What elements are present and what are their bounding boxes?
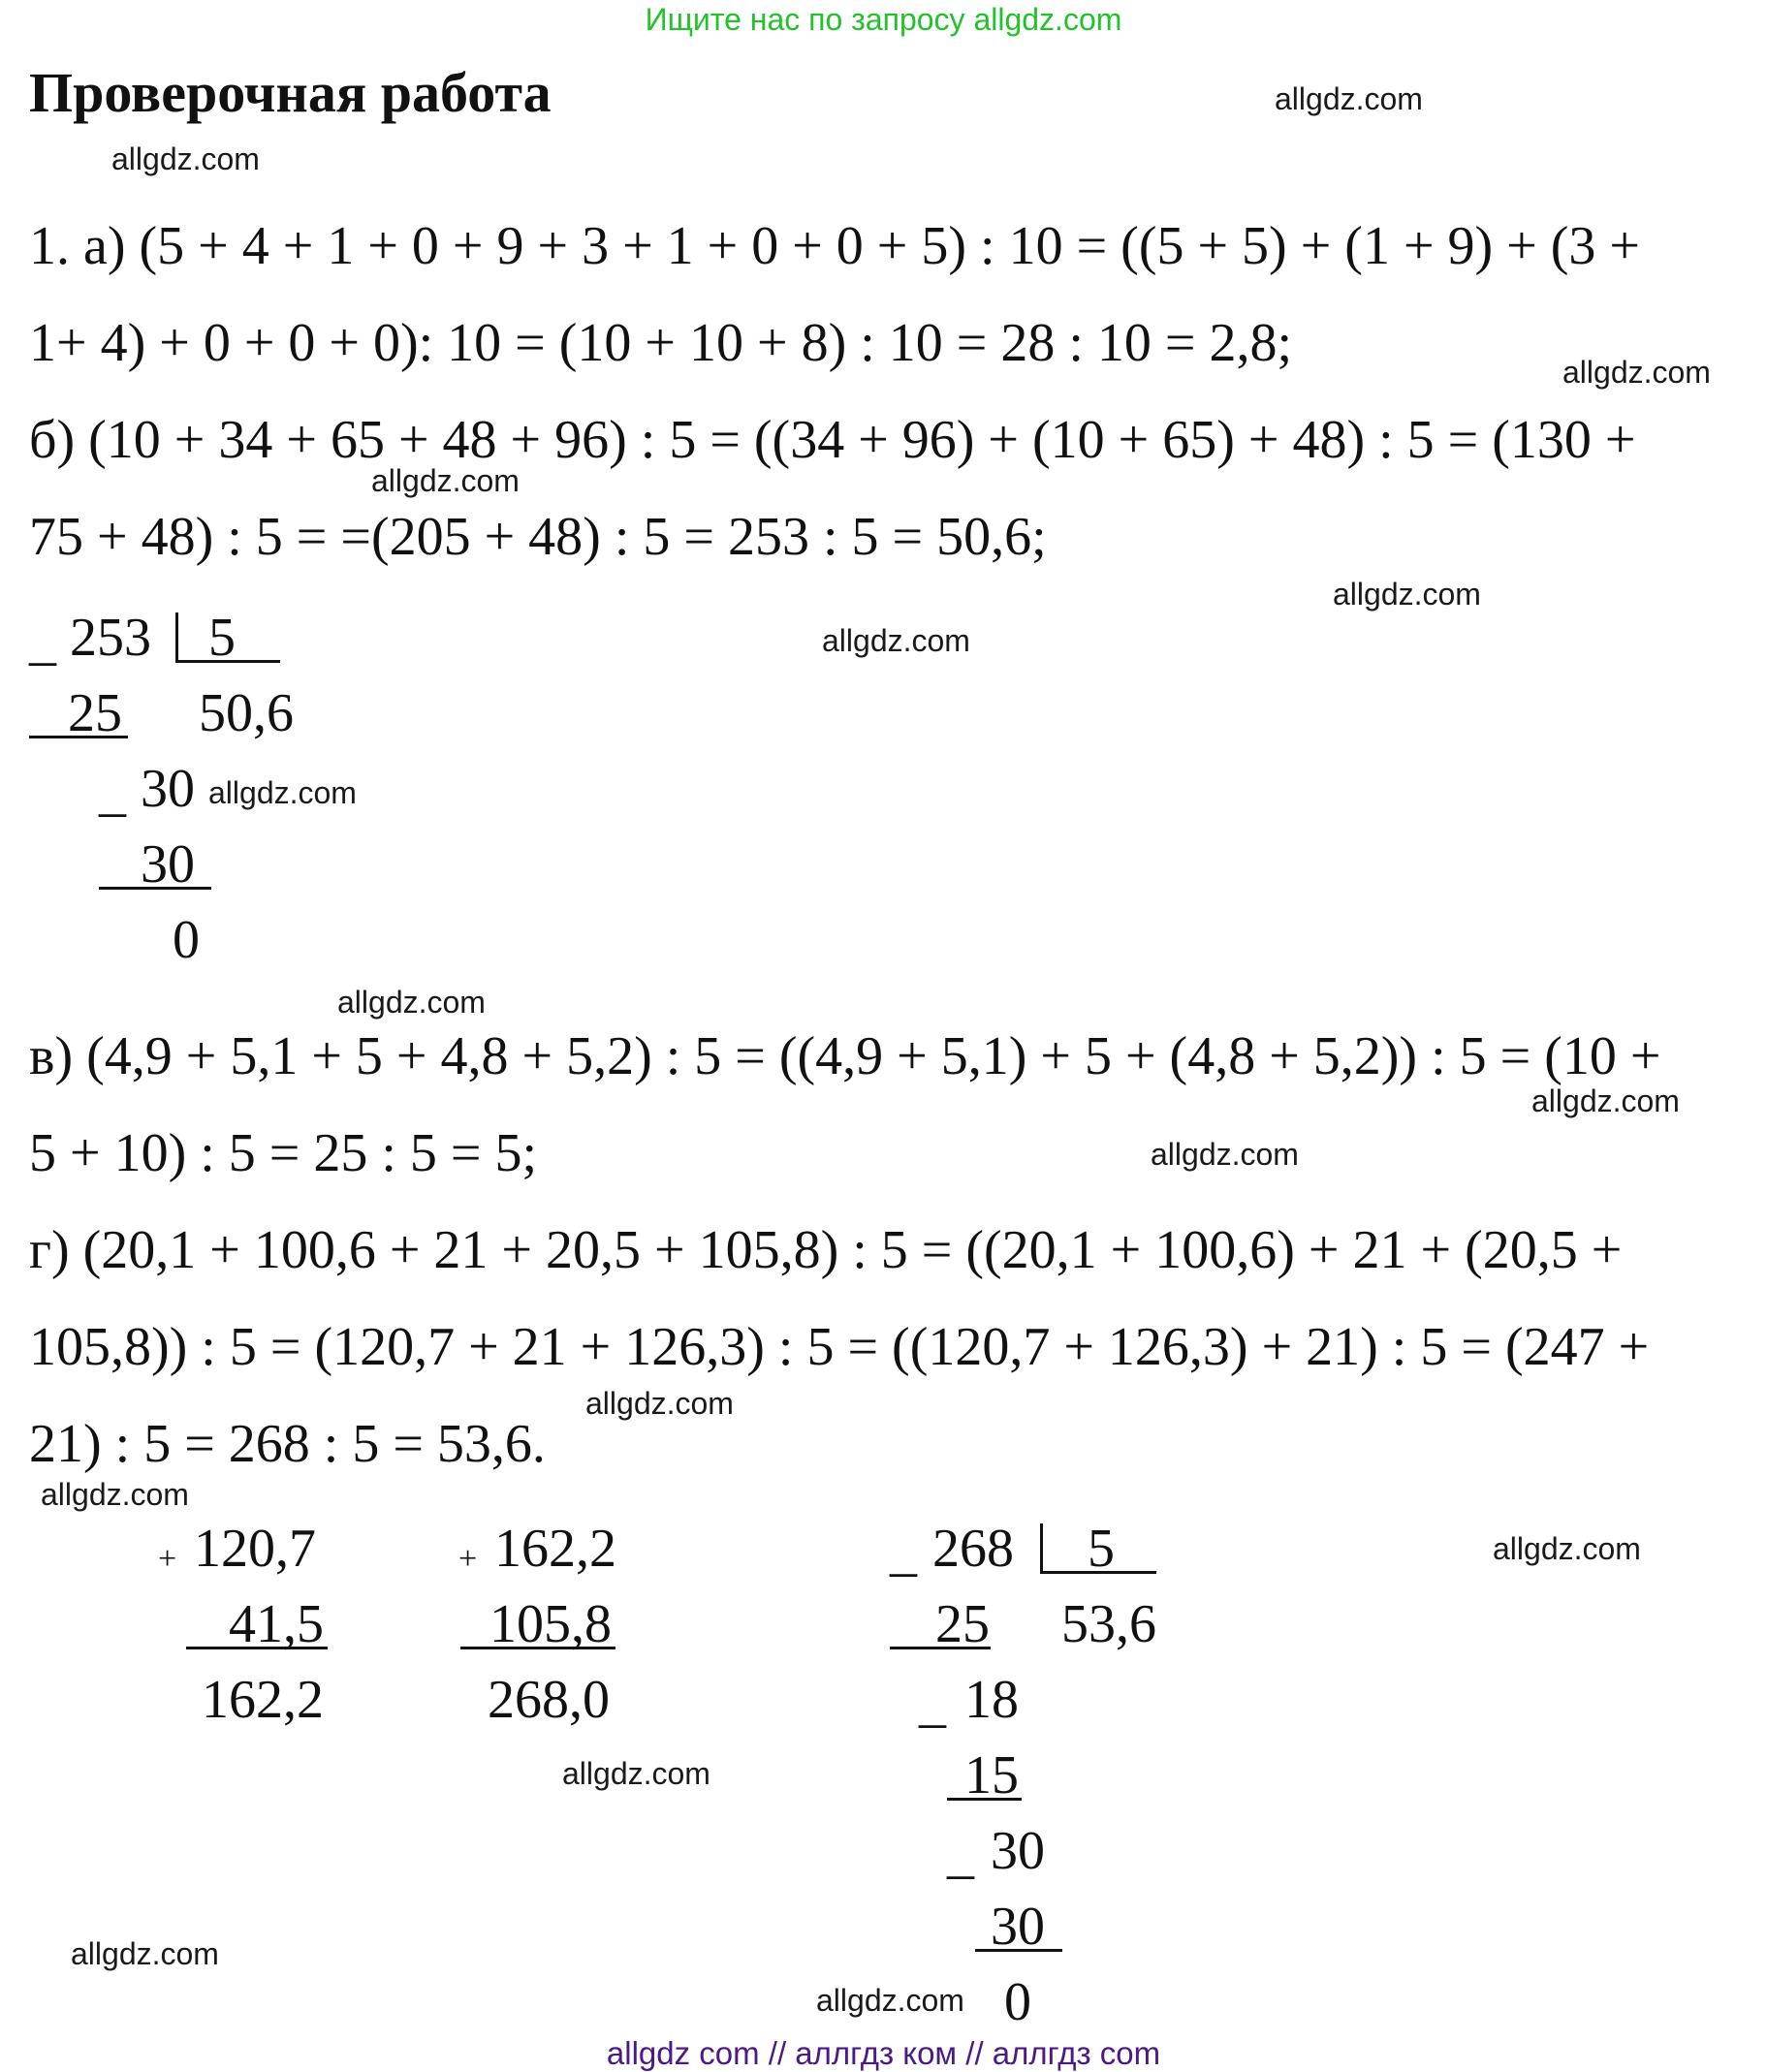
addition-term-2: 105,8 [489, 1594, 612, 1654]
divisor-underline [1040, 1571, 1156, 1574]
watermark: allgdz.com [1275, 81, 1423, 116]
task-v-line-1: в) (4,9 + 5,1 + 5 + 4,8 + 5,2) : 5 = ((4,9 + 5,1) + 5 + (4,8 + 5,2)) : 5 = (10 + [29, 1026, 1661, 1086]
division-remainder-2: 30 [991, 1821, 1045, 1881]
division-subtrahend-2: 15 [964, 1745, 1019, 1805]
task-g-line-1: г) (20,1 + 100,6 + 21 + 20,5 + 105,8) : 5 = ((20,1 + 100,6) + 21 + (20,5 + [29, 1220, 1623, 1280]
task-b-line-2: 75 + 48) : 5 = =(205 + 48) : 5 = 253 : 5 = 50,6; [29, 507, 1047, 567]
subtrahend-3-underline [975, 1949, 1062, 1952]
top-banner: Ищите нас по запросу allgdz.com [645, 2, 1122, 37]
division-minus-sign: _ [890, 1523, 917, 1583]
division-subtrahend-1: 25 [68, 683, 122, 743]
task-a-line-1: 1. а) (5 + 4 + 1 + 0 + 9 + 3 + 1 + 0 + 0 + 5) : 10 = ((5 + 5) + (1 + 9) + (3 + [29, 216, 1640, 276]
division-remainder-1: 18 [964, 1670, 1019, 1730]
watermark: allgdz.com [1493, 1531, 1641, 1566]
addition-plus-sign: + [158, 1541, 177, 1577]
division-divisor: 5 [1088, 1519, 1115, 1579]
addition-sum: 268,0 [488, 1670, 610, 1730]
task-g-line-2: 105,8)) : 5 = (120,7 + 21 + 126,3) : 5 = ((120,7 + 126,3) + 21) : 5 = (247 + [29, 1317, 1650, 1377]
watermark: allgdz.com [371, 463, 520, 498]
bottom-banner: allgdz com // аллгдз ком // аллгдз com [606, 2035, 1161, 2071]
division-minus-sign-3: _ [947, 1825, 974, 1885]
division-subtrahend-2: 30 [141, 834, 195, 895]
division-minus-sign-2: _ [919, 1674, 946, 1734]
addition-term-2: 41,5 [229, 1594, 324, 1654]
division-minus-sign: _ [29, 612, 56, 672]
addition-term-1: 120,7 [194, 1519, 316, 1579]
division-subtrahend-1: 25 [935, 1594, 990, 1654]
divisor-underline [175, 660, 280, 663]
watermark: allgdz.com [1562, 355, 1711, 390]
addition-underline [460, 1647, 615, 1649]
division-divisor: 5 [208, 608, 236, 668]
watermark: allgdz.com [1151, 1137, 1299, 1172]
watermark: allgdz.com [562, 1756, 710, 1791]
subtrahend-2-underline [947, 1798, 1022, 1801]
division-final-remainder: 0 [173, 910, 200, 970]
division-quotient: 50,6 [199, 683, 294, 743]
addition-plus-sign: + [458, 1541, 478, 1577]
watermark: allgdz.com [337, 985, 486, 1020]
watermark: allgdz.com [585, 1386, 734, 1421]
subtrahend-1-underline [890, 1647, 991, 1649]
watermark: allgdz.com [822, 623, 970, 658]
division-dividend: 268 [932, 1519, 1014, 1579]
division-remainder-1: 30 [141, 759, 195, 819]
division-bar [1040, 1523, 1043, 1572]
watermark: allgdz.com [1531, 1083, 1680, 1118]
division-minus-sign-2: _ [99, 763, 126, 823]
addition-underline [186, 1647, 328, 1649]
watermark: allgdz.com [1333, 577, 1481, 612]
watermark: allgdz.com [208, 775, 357, 810]
division-subtrahend-3: 30 [991, 1897, 1045, 1957]
task-b-line-1: б) (10 + 34 + 65 + 48 + 96) : 5 = ((34 + 96) + (10 + 65) + 48) : 5 = (130 + [29, 410, 1636, 470]
watermark: allgdz.com [816, 1983, 964, 2018]
addition-term-1: 162,2 [494, 1519, 616, 1579]
division-bar [175, 612, 178, 661]
division-quotient: 53,6 [1061, 1594, 1156, 1654]
division-final-remainder: 0 [1004, 1972, 1031, 2032]
addition-sum: 162,2 [202, 1670, 324, 1730]
watermark: allgdz.com [111, 141, 260, 176]
task-a-line-2: 1+ 4) + 0 + 0 + 0): 10 = (10 + 10 + 8) : 10 = 28 : 10 = 2,8; [29, 313, 1293, 373]
task-v-line-2: 5 + 10) : 5 = 25 : 5 = 5; [29, 1123, 538, 1183]
subtrahend-2-underline [99, 887, 211, 890]
subtrahend-1-underline [29, 736, 128, 738]
task-g-line-3: 21) : 5 = 268 : 5 = 53,6. [29, 1414, 546, 1474]
watermark: allgdz.com [41, 1477, 189, 1512]
watermark: allgdz.com [71, 1936, 219, 1971]
division-dividend: 253 [70, 608, 151, 668]
page-title: Проверочная работа [29, 61, 552, 124]
